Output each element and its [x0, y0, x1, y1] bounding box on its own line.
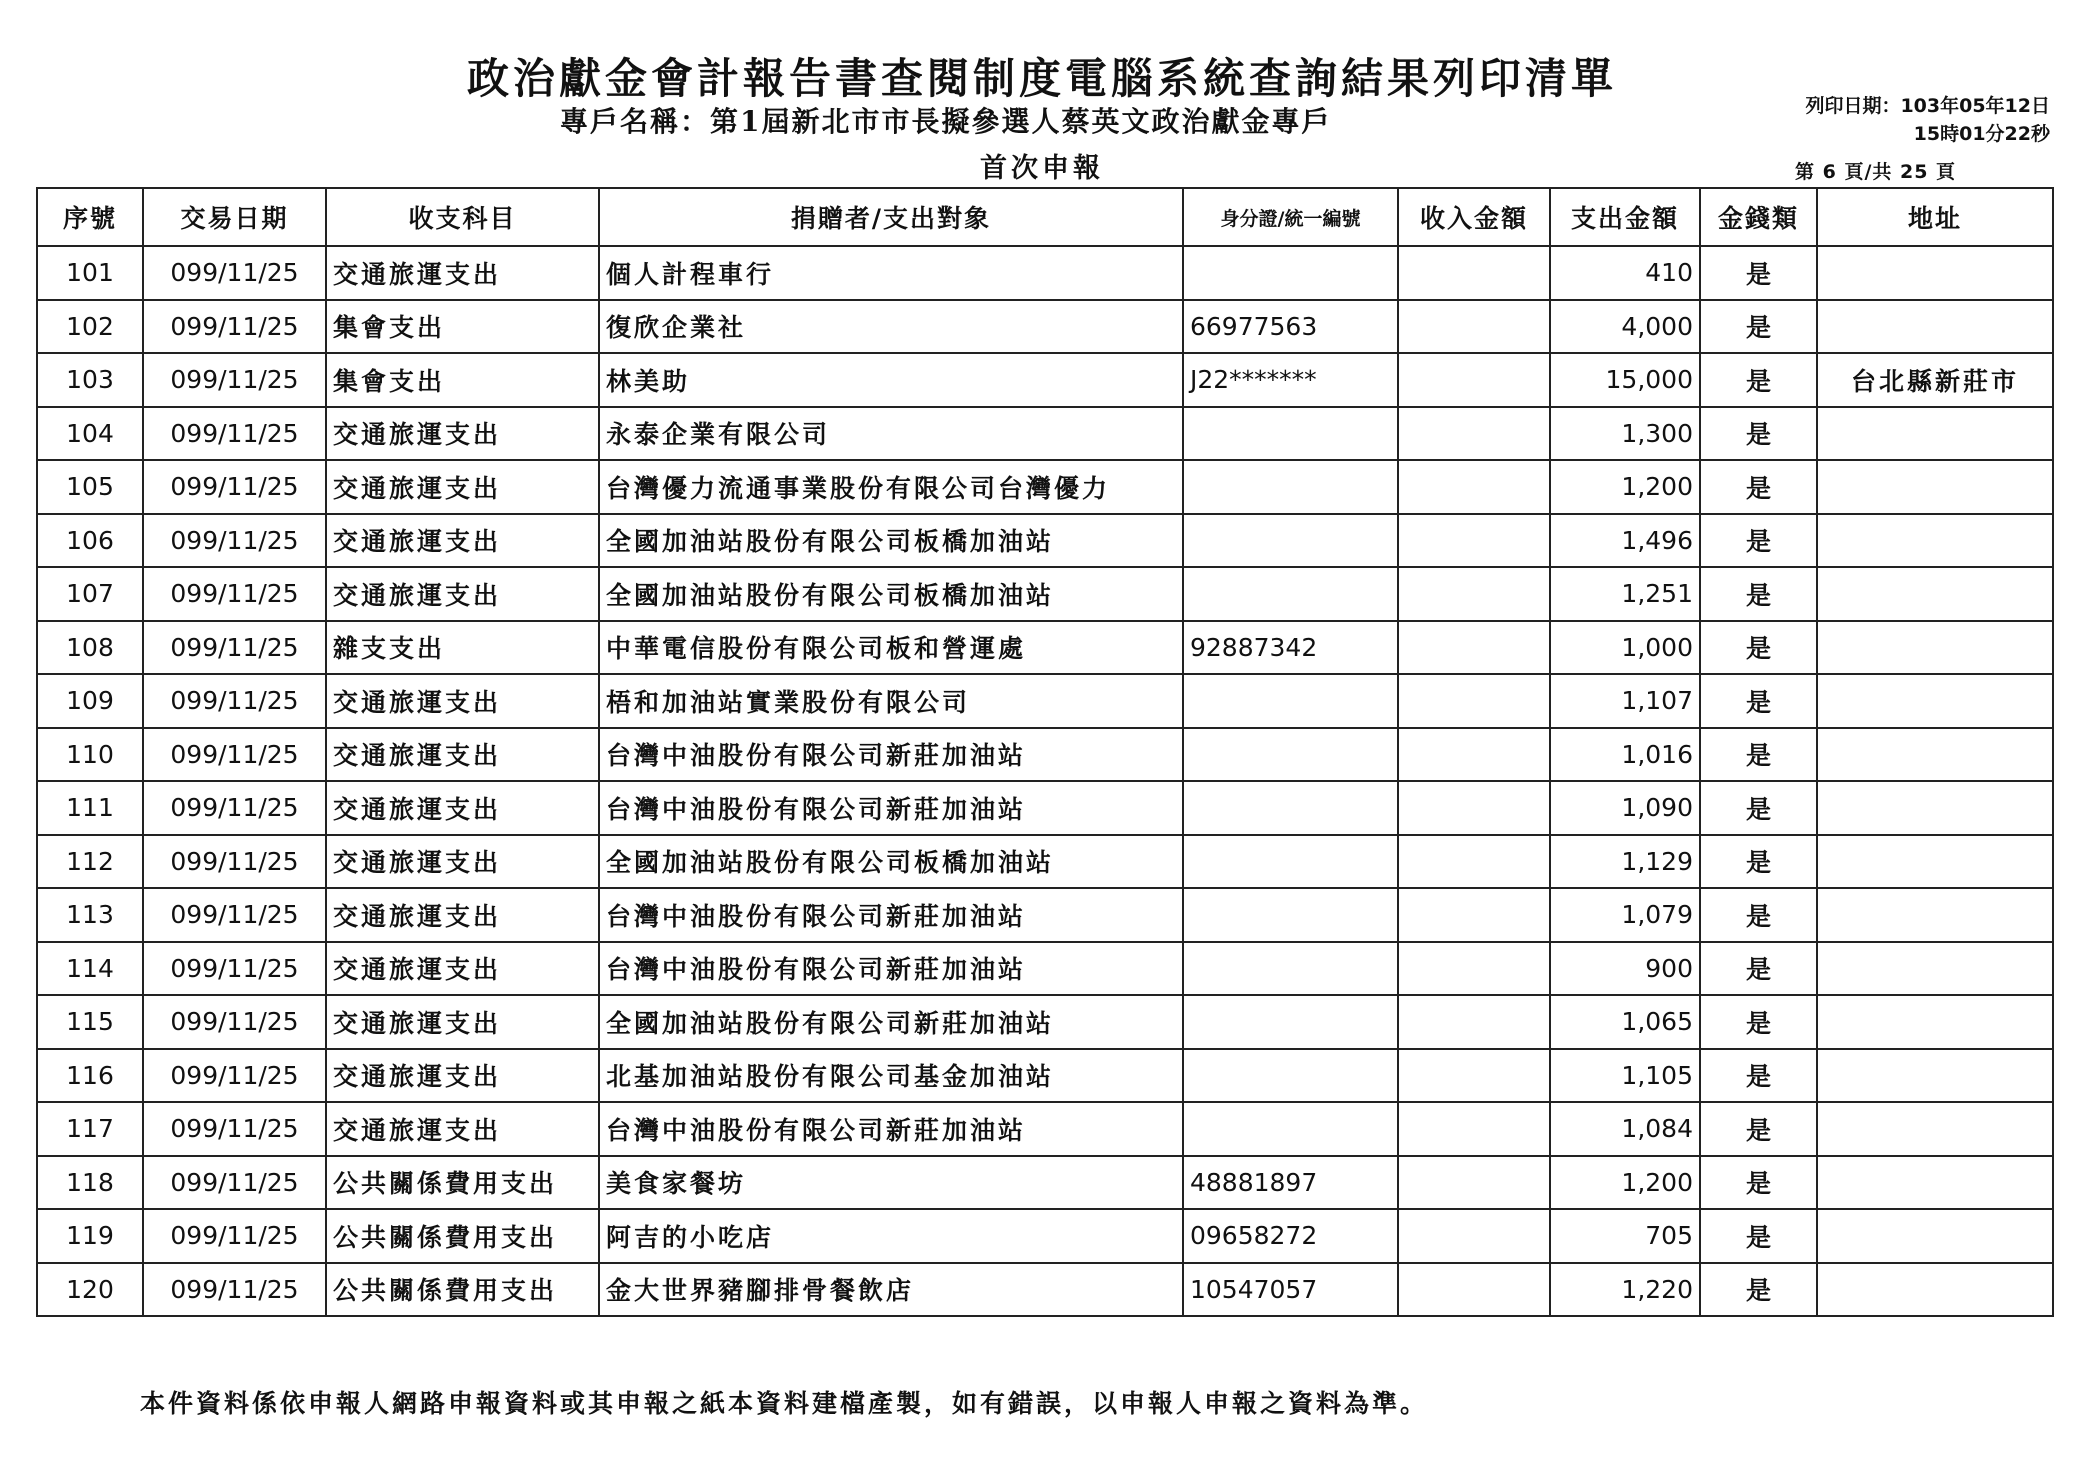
date-cell: 099/11/25 [143, 460, 326, 514]
expense-cell: 1,220 [1550, 1263, 1700, 1317]
id-cell: 92887342 [1183, 621, 1398, 675]
category-cell: 交通旅運支出 [326, 567, 599, 621]
id-cell: 66977563 [1183, 300, 1398, 354]
category-cell: 交通旅運支出 [326, 1102, 599, 1156]
table-row [37, 300, 2053, 354]
category-cell: 交通旅運支出 [326, 781, 599, 835]
income-cell [1398, 246, 1550, 300]
category-cell: 交通旅運支出 [326, 728, 599, 782]
category-cell: 公共關係費用支出 [326, 1209, 599, 1263]
payee-cell: 台灣中油股份有限公司新莊加油站 [599, 728, 1183, 782]
payee-cell: 全國加油站股份有限公司板橋加油站 [599, 835, 1183, 889]
address-cell [1817, 728, 2053, 782]
money-type-cell: 是 [1700, 674, 1817, 728]
id-cell [1183, 888, 1398, 942]
expense-cell: 1,079 [1550, 888, 1700, 942]
print-datetime [1805, 92, 2050, 148]
id-cell [1183, 942, 1398, 996]
col-header-address: 地址 [1817, 188, 2053, 246]
expense-cell: 410 [1550, 246, 1700, 300]
seq-cell: 116 [37, 1049, 143, 1103]
id-cell [1183, 514, 1398, 568]
payee-cell: 台灣中油股份有限公司新莊加油站 [599, 942, 1183, 996]
payee-cell: 北基加油站股份有限公司基金加油站 [599, 1049, 1183, 1103]
col-header-payee: 捐贈者/支出對象 [599, 188, 1183, 246]
category-cell: 雜支支出 [326, 621, 599, 675]
date-cell: 099/11/25 [143, 835, 326, 889]
seq-cell: 110 [37, 728, 143, 782]
table-row [37, 781, 2053, 835]
income-cell [1398, 888, 1550, 942]
payee-cell: 梧和加油站實業股份有限公司 [599, 674, 1183, 728]
address-cell [1817, 1049, 2053, 1103]
seq-cell: 117 [37, 1102, 143, 1156]
col-header-expense: 支出金額 [1550, 188, 1700, 246]
income-cell [1398, 674, 1550, 728]
expense-cell: 705 [1550, 1209, 1700, 1263]
expense-cell: 4,000 [1550, 300, 1700, 354]
seq-cell: 102 [37, 300, 143, 354]
ledger-table [36, 187, 2054, 1317]
table-row [37, 353, 2053, 407]
account-name: 專戶名稱：第1屆新北市市長擬參選人蔡英文政治獻金專戶 [560, 105, 1332, 138]
payee-cell: 全國加油站股份有限公司新莊加油站 [599, 995, 1183, 1049]
address-cell [1817, 460, 2053, 514]
col-header-date: 交易日期 [143, 188, 326, 246]
payee-cell: 全國加油站股份有限公司板橋加油站 [599, 567, 1183, 621]
payee-cell: 林美助 [599, 353, 1183, 407]
income-cell [1398, 728, 1550, 782]
payee-cell: 台灣中油股份有限公司新莊加油站 [599, 888, 1183, 942]
expense-cell: 1,105 [1550, 1049, 1700, 1103]
seq-cell: 104 [37, 407, 143, 461]
table-row [37, 407, 2053, 461]
date-cell: 099/11/25 [143, 353, 326, 407]
money-type-cell: 是 [1700, 353, 1817, 407]
category-cell: 公共關係費用支出 [326, 1263, 599, 1317]
col-header-money-type: 金錢類 [1700, 188, 1817, 246]
table-row [37, 835, 2053, 889]
date-cell: 099/11/25 [143, 567, 326, 621]
money-type-cell: 是 [1700, 300, 1817, 354]
table-row [37, 1102, 2053, 1156]
expense-cell: 1,016 [1550, 728, 1700, 782]
seq-cell: 112 [37, 835, 143, 889]
date-cell: 099/11/25 [143, 1102, 326, 1156]
table-row [37, 460, 2053, 514]
money-type-cell: 是 [1700, 888, 1817, 942]
income-cell [1398, 407, 1550, 461]
table-row [37, 514, 2053, 568]
money-type-cell: 是 [1700, 567, 1817, 621]
seq-cell: 109 [37, 674, 143, 728]
money-type-cell: 是 [1700, 514, 1817, 568]
address-cell [1817, 835, 2053, 889]
address-cell [1817, 888, 2053, 942]
address-cell [1817, 514, 2053, 568]
seq-cell: 113 [37, 888, 143, 942]
category-cell: 交通旅運支出 [326, 942, 599, 996]
id-cell [1183, 460, 1398, 514]
income-cell [1398, 514, 1550, 568]
money-type-cell: 是 [1700, 407, 1817, 461]
category-cell: 交通旅運支出 [326, 995, 599, 1049]
address-cell [1817, 246, 2053, 300]
income-cell [1398, 995, 1550, 1049]
expense-cell: 1,107 [1550, 674, 1700, 728]
seq-cell: 120 [37, 1263, 143, 1317]
expense-cell: 1,251 [1550, 567, 1700, 621]
category-cell: 公共關係費用支出 [326, 1156, 599, 1210]
page-indicator: 第 6 頁/共 25 頁 [1795, 161, 1957, 183]
category-cell: 交通旅運支出 [326, 246, 599, 300]
table-row [37, 674, 2053, 728]
money-type-cell: 是 [1700, 942, 1817, 996]
print-time: 15時01分22秒 [1913, 123, 2050, 145]
seq-cell: 119 [37, 1209, 143, 1263]
print-date: 列印日期：103年05年12日 [1805, 95, 2050, 117]
table-row [37, 728, 2053, 782]
col-header-seq: 序號 [37, 188, 143, 246]
address-cell: 台北縣新莊市 [1817, 353, 2053, 407]
category-cell: 集會支出 [326, 300, 599, 354]
col-header-id: 身分證/統一編號 [1183, 188, 1398, 246]
payee-cell: 中華電信股份有限公司板和營運處 [599, 621, 1183, 675]
expense-cell: 1,200 [1550, 460, 1700, 514]
expense-cell: 15,000 [1550, 353, 1700, 407]
category-cell: 交通旅運支出 [326, 407, 599, 461]
income-cell [1398, 942, 1550, 996]
payee-cell: 全國加油站股份有限公司板橋加油站 [599, 514, 1183, 568]
date-cell: 099/11/25 [143, 1263, 326, 1317]
expense-cell: 1,129 [1550, 835, 1700, 889]
table-row [37, 942, 2053, 996]
money-type-cell: 是 [1700, 728, 1817, 782]
expense-cell: 1,300 [1550, 407, 1700, 461]
id-cell [1183, 407, 1398, 461]
table-row [37, 621, 2053, 675]
id-cell [1183, 567, 1398, 621]
date-cell: 099/11/25 [143, 300, 326, 354]
money-type-cell: 是 [1700, 835, 1817, 889]
income-cell [1398, 567, 1550, 621]
expense-cell: 1,090 [1550, 781, 1700, 835]
income-cell [1398, 460, 1550, 514]
id-cell: J22******* [1183, 353, 1398, 407]
table-row [37, 888, 2053, 942]
payee-cell: 阿吉的小吃店 [599, 1209, 1183, 1263]
money-type-cell: 是 [1700, 1156, 1817, 1210]
id-cell [1183, 995, 1398, 1049]
id-cell [1183, 728, 1398, 782]
col-header-income: 收入金額 [1398, 188, 1550, 246]
income-cell [1398, 1102, 1550, 1156]
category-cell: 交通旅運支出 [326, 835, 599, 889]
date-cell: 099/11/25 [143, 995, 326, 1049]
expense-cell: 1,496 [1550, 514, 1700, 568]
address-cell [1817, 674, 2053, 728]
payee-cell: 永泰企業有限公司 [599, 407, 1183, 461]
address-cell [1817, 300, 2053, 354]
seq-cell: 118 [37, 1156, 143, 1210]
id-cell [1183, 835, 1398, 889]
date-cell: 099/11/25 [143, 942, 326, 996]
ledger-body [37, 246, 2053, 1316]
seq-cell: 107 [37, 567, 143, 621]
seq-cell: 114 [37, 942, 143, 996]
income-cell [1398, 835, 1550, 889]
table-row [37, 246, 2053, 300]
income-cell [1398, 1049, 1550, 1103]
date-cell: 099/11/25 [143, 1156, 326, 1210]
money-type-cell: 是 [1700, 1209, 1817, 1263]
expense-cell: 1,084 [1550, 1102, 1700, 1156]
expense-cell: 1,065 [1550, 995, 1700, 1049]
expense-cell: 1,200 [1550, 1156, 1700, 1210]
income-cell [1398, 1156, 1550, 1210]
expense-cell: 900 [1550, 942, 1700, 996]
payee-cell: 美食家餐坊 [599, 1156, 1183, 1210]
table-row [37, 567, 2053, 621]
seq-cell: 111 [37, 781, 143, 835]
table-row [37, 995, 2053, 1049]
category-cell: 交通旅運支出 [326, 674, 599, 728]
payee-cell: 復欣企業社 [599, 300, 1183, 354]
address-cell [1817, 621, 2053, 675]
address-cell [1817, 995, 2053, 1049]
money-type-cell: 是 [1700, 995, 1817, 1049]
payee-cell: 台灣中油股份有限公司新莊加油站 [599, 781, 1183, 835]
seq-cell: 106 [37, 514, 143, 568]
id-cell [1183, 674, 1398, 728]
date-cell: 099/11/25 [143, 621, 326, 675]
document-title: 政治獻金會計報告書查閱制度電腦系統查詢結果列印清單 [466, 54, 1617, 103]
seq-cell: 103 [37, 353, 143, 407]
money-type-cell: 是 [1700, 460, 1817, 514]
address-cell [1817, 1263, 2053, 1317]
date-cell: 099/11/25 [143, 728, 326, 782]
payee-cell: 台灣優力流通事業股份有限公司台灣優力 [599, 460, 1183, 514]
payee-cell: 金大世界豬腳排骨餐飲店 [599, 1263, 1183, 1317]
date-cell: 099/11/25 [143, 1209, 326, 1263]
address-cell [1817, 1209, 2053, 1263]
expense-cell: 1,000 [1550, 621, 1700, 675]
money-type-cell: 是 [1700, 246, 1817, 300]
id-cell: 10547057 [1183, 1263, 1398, 1317]
money-type-cell: 是 [1700, 781, 1817, 835]
income-cell [1398, 1263, 1550, 1317]
payee-cell: 台灣中油股份有限公司新莊加油站 [599, 1102, 1183, 1156]
col-header-category: 收支科目 [326, 188, 599, 246]
address-cell [1817, 1156, 2053, 1210]
date-cell: 099/11/25 [143, 674, 326, 728]
address-cell [1817, 407, 2053, 461]
income-cell [1398, 353, 1550, 407]
date-cell: 099/11/25 [143, 407, 326, 461]
table-row [37, 1263, 2053, 1317]
date-cell: 099/11/25 [143, 781, 326, 835]
table-row [37, 1049, 2053, 1103]
id-cell [1183, 246, 1398, 300]
seq-cell: 101 [37, 246, 143, 300]
address-cell [1817, 1102, 2053, 1156]
id-cell [1183, 1102, 1398, 1156]
header-row [37, 188, 2053, 246]
category-cell: 集會支出 [326, 353, 599, 407]
id-cell: 48881897 [1183, 1156, 1398, 1210]
income-cell [1398, 1209, 1550, 1263]
income-cell [1398, 621, 1550, 675]
id-cell [1183, 1049, 1398, 1103]
category-cell: 交通旅運支出 [326, 460, 599, 514]
income-cell [1398, 300, 1550, 354]
date-cell: 099/11/25 [143, 888, 326, 942]
table-row [37, 1156, 2053, 1210]
address-cell [1817, 781, 2053, 835]
date-cell: 099/11/25 [143, 1049, 326, 1103]
date-cell: 099/11/25 [143, 246, 326, 300]
money-type-cell: 是 [1700, 1049, 1817, 1103]
seq-cell: 115 [37, 995, 143, 1049]
date-cell: 099/11/25 [143, 514, 326, 568]
income-cell [1398, 781, 1550, 835]
id-cell: 09658272 [1183, 1209, 1398, 1263]
category-cell: 交通旅運支出 [326, 514, 599, 568]
money-type-cell: 是 [1700, 1263, 1817, 1317]
address-cell [1817, 567, 2053, 621]
footer-note: 本件資料係依申報人網路申報資料或其申報之紙本資料建檔產製，如有錯誤，以申報人申報之資料為準。 [140, 1389, 1429, 1418]
seq-cell: 105 [37, 460, 143, 514]
payee-cell: 個人計程車行 [599, 246, 1183, 300]
money-type-cell: 是 [1700, 1102, 1817, 1156]
id-cell [1183, 781, 1398, 835]
category-cell: 交通旅運支出 [326, 1049, 599, 1103]
report-type: 首次申報 [980, 153, 1104, 184]
seq-cell: 108 [37, 621, 143, 675]
money-type-cell: 是 [1700, 621, 1817, 675]
address-cell [1817, 942, 2053, 996]
table-row [37, 1209, 2053, 1263]
category-cell: 交通旅運支出 [326, 888, 599, 942]
